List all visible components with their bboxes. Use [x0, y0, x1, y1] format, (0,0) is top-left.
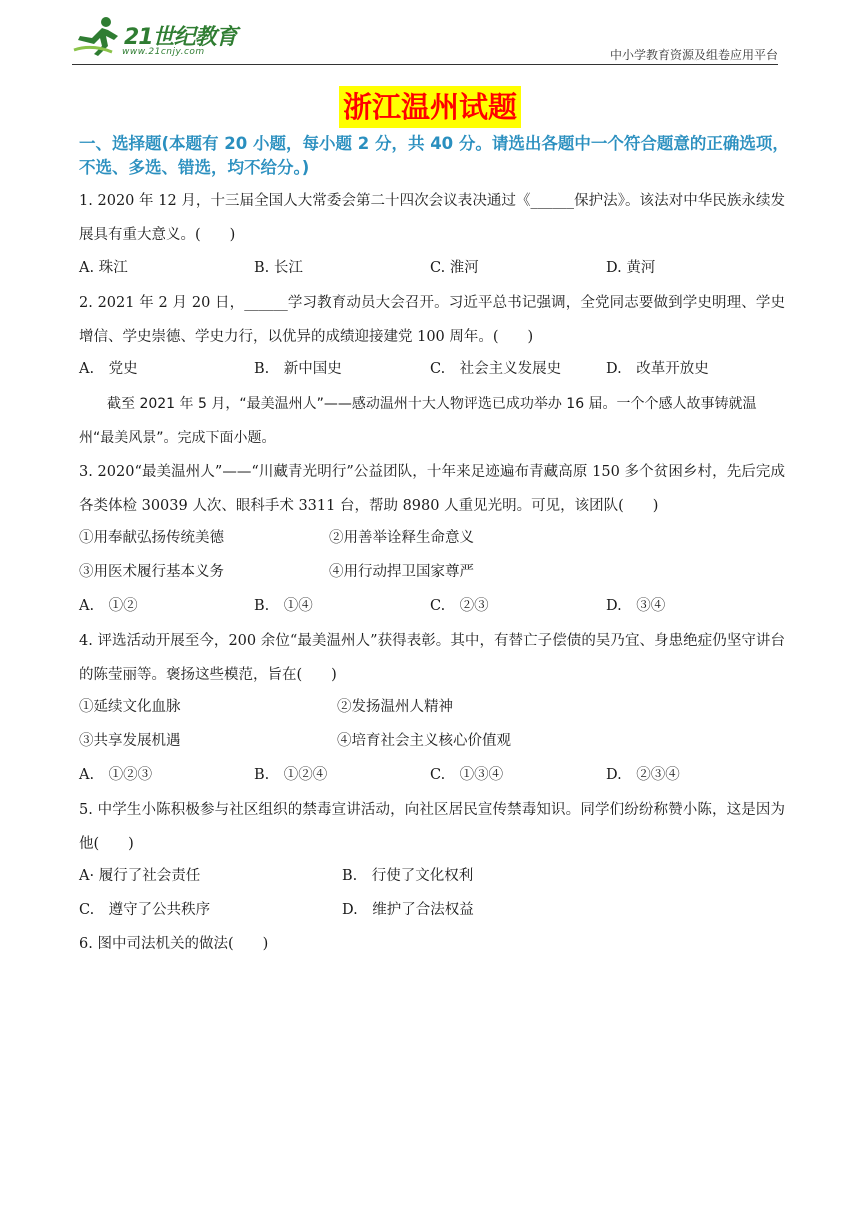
- question-5-option-b: B. 行使了文化权利: [342, 868, 474, 884]
- logo: [72, 14, 252, 60]
- runner-logo-icon: [72, 14, 124, 58]
- question-4-option-c: C. ①③④: [430, 767, 504, 783]
- question-1-stem: 1. 2020 年 12 月，十三届全国人大常委会第二十四次会议表决通过《______保护法》。该法对中华民族永续发展具有重大意义。( ): [79, 193, 785, 243]
- question-5-stem: 5. 中学生小陈积极参与社区组织的禁毒宣讲活动，向社区居民宣传禁毒知识。同学们纷纷称赞小陈，这是因为他( ): [79, 802, 785, 852]
- question-2-stem: 2. 2021 年 2 月 20 日，______学习教育动员大会召开。习近平总书记强调，全党同志要做到学史明理、学史增信、学史崇德、学史力行，以优异的成绩迎接建党 100 周年。( ): [79, 295, 785, 345]
- platform-name: 中小学教育资源及组卷应用平台: [609, 48, 778, 62]
- question-1-option-c: C. 淮河: [430, 260, 479, 276]
- page-header: [72, 12, 778, 65]
- logo-url: www.21cnjy.com: [122, 47, 205, 57]
- question-5-option-d: D. 维护了合法权益: [342, 902, 474, 918]
- question-1-option-b: B. 长江: [254, 260, 303, 276]
- logo-text: 21世纪教育: [124, 25, 237, 50]
- question-3-option-a: A. ①②: [79, 598, 138, 614]
- question-3-option-d: D. ③④: [606, 598, 666, 614]
- question-2-option-d: D. 改革开放史: [606, 361, 709, 377]
- question-1-option-d: D. 黄河: [606, 260, 656, 276]
- question-3-item-3: ③用医术履行基本义务: [79, 564, 224, 580]
- question-4-item-1: ①延续文化血脉: [79, 699, 181, 715]
- question-5-option-c: C. 遵守了公共秩序: [79, 902, 211, 918]
- question-4-option-a: A. ①②③: [79, 767, 153, 783]
- question-4-item-4: ④培育社会主义核心价值观: [337, 733, 511, 749]
- page-title: 浙江温州试题: [339, 86, 521, 128]
- context-passage: 截至 2021 年 5 月，“最美温州人”——感动温州十大人物评选已成功举办 16 届。一个个感人故事铸就温州“最美风景”。完成下面小题。: [79, 396, 757, 446]
- section-heading: 一、选择题(本题有 20 小题，每小题 2 分，共 40 分。请选出各题中一个符合题意的正确选项，不选、多选、错选，均不给分。): [79, 134, 789, 177]
- question-2-option-b: B. 新中国史: [254, 361, 342, 377]
- question-4-item-2: ②发扬温州人精神: [337, 699, 453, 715]
- question-5-option-a: A· 履行了社会责任: [79, 868, 201, 884]
- question-2-option-a: A. 党史: [79, 361, 138, 377]
- question-4-option-b: B. ①②④: [254, 767, 328, 783]
- question-3-item-1: ①用奉献弘扬传统美德: [79, 530, 224, 546]
- question-1-option-a: A. 珠江: [79, 260, 128, 276]
- question-4-item-3: ③共享发展机遇: [79, 733, 181, 749]
- question-6-stem: 6. 图中司法机关的做法( ): [79, 936, 269, 952]
- question-3-item-2: ②用善举诠释生命意义: [329, 530, 474, 546]
- question-3-item-4: ④用行动捍卫国家尊严: [329, 564, 474, 580]
- question-3-option-b: B. ①④: [254, 598, 313, 614]
- question-2-option-c: C. 社会主义发展史: [430, 361, 562, 377]
- title-wrap: [0, 86, 860, 128]
- question-3-option-c: C. ②③: [430, 598, 489, 614]
- question-3-stem: 3. 2020“最美温州人”——“川藏青光明行”公益团队，十年来足迹遍布青藏高原 150 多个贫困乡村，先后完成各类体检 30039 人次、眼科手术 3311 台，帮助 8980 人重见光明。可见，该团队( ): [79, 464, 785, 514]
- question-4-option-d: D. ②③④: [606, 767, 680, 783]
- question-4-stem: 4. 评选活动开展至今，200 余位“最美温州人”获得表彰。其中，有替亡子偿债的吴乃宜、身患绝症仍坚守讲台的陈莹丽等。褒扬这些模范，旨在( ): [79, 633, 785, 683]
